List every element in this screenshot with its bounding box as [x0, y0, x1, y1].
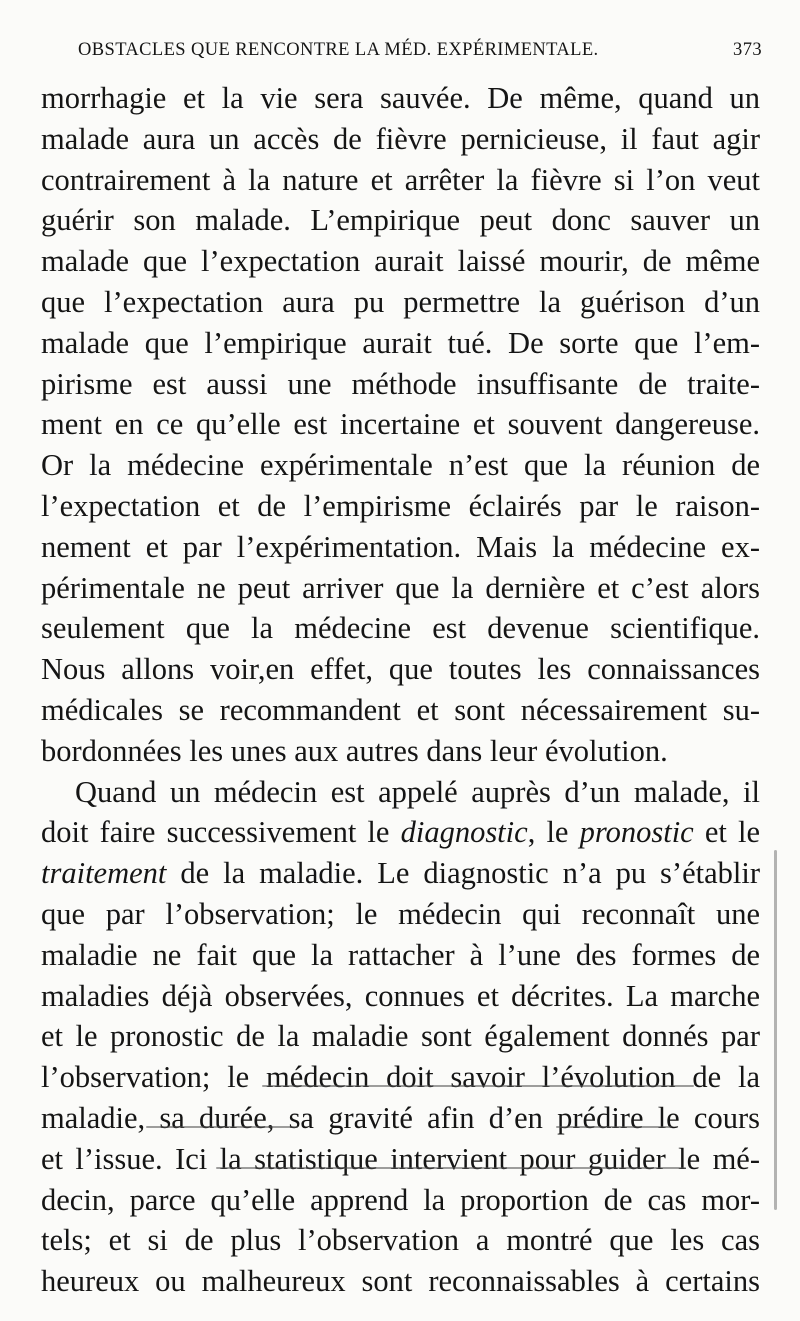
running-head [78, 40, 762, 68]
text-run: de la maladie. Le diagnostic n’a pu s’établir [166, 856, 760, 891]
text-line [41, 608, 760, 649]
pencil-underline [262, 1085, 694, 1087]
text-line [41, 404, 760, 445]
text-line [41, 1220, 760, 1261]
pencil-underline [146, 1126, 298, 1128]
text-line [41, 1057, 760, 1098]
text-run: heureux ou malheureux sont reconnaissables à certains [41, 1264, 760, 1299]
text-run: guérir son malade. L’empirique peut donc sauver un [41, 203, 760, 238]
text-run: Nous allons voir,en effet, que toutes les connaissances [41, 652, 760, 687]
text-line [41, 527, 760, 568]
text-line [41, 1139, 760, 1180]
text-run: que l’expectation aura pu permettre la guérison d’un [41, 284, 760, 319]
text-run: bordonnées les unes aux autres dans leur évolution. [41, 733, 668, 768]
text-run: maladie ne fait que la rattacher à l’une des formes de [41, 937, 760, 972]
text-line [41, 1261, 760, 1302]
text-run: maladie, sa durée, sa gravité afin d’en prédire le cours [41, 1100, 760, 1135]
text-run: , le [527, 815, 580, 850]
text-line [41, 1016, 760, 1057]
text-run: Or la médecine expérimentale n’est que la réunion de [41, 448, 760, 483]
text-run: et l’issue. Ici la statistique intervient pour guider le mé- [41, 1141, 760, 1176]
text-line [41, 78, 760, 119]
text-run: médicales se recommandent et sont nécessairement su- [41, 692, 760, 727]
text-run: que par l’observation; le médecin qui reconnaît une [41, 896, 760, 931]
running-head-title: OBSTACLES QUE RENCONTRE LA MÉD. EXPÉRIMENTALE. [78, 40, 599, 60]
text-line [41, 119, 760, 160]
text-line [41, 976, 760, 1017]
text-line [41, 323, 760, 364]
text-line [41, 731, 760, 772]
text-run: et le [693, 815, 760, 850]
italic-term: traitement [41, 856, 167, 891]
text-run: ment en ce qu’elle est incertaine et souvent dangereuse. [41, 407, 760, 442]
text-run: nement et par l’expérimentation. Mais la médecine ex- [41, 529, 760, 564]
text-run: malade que l’empirique aurait tué. De sorte que l’em- [41, 325, 760, 360]
text-line [41, 1098, 760, 1139]
text-run: seulement que la médecine est devenue scientifique. [41, 611, 760, 646]
text-line [41, 894, 760, 935]
text-run: contrairement à la nature et arrêter la fièvre si l’on veut [41, 162, 760, 197]
text-run: doit faire successivement le [41, 815, 401, 850]
text-run: périmentale ne peut arriver que la dernière et c’est alors [41, 570, 760, 605]
text-line [41, 772, 760, 813]
text-line [41, 853, 760, 894]
text-run: tels; et si de plus l’observation a montré que les cas [41, 1223, 760, 1258]
text-run: malade que l’expectation aurait laissé mourir, de même [41, 244, 760, 279]
text-run: Quand un médecin est appelé auprès d’un malade, il [75, 774, 760, 809]
text-line [41, 364, 760, 405]
margin-mark [774, 850, 777, 1210]
text-run: l’observation; le médecin doit savoir l’évolution de la [41, 1060, 760, 1095]
text-line [41, 282, 760, 323]
text-line [41, 200, 760, 241]
italic-term: diagnostic [400, 815, 528, 850]
text-run: maladies déjà observées, connues et décrites. La marche [41, 978, 760, 1013]
pencil-underline [216, 1167, 686, 1169]
text-line [41, 649, 760, 690]
text-line [41, 568, 760, 609]
body-text [41, 78, 760, 1302]
text-line [41, 241, 760, 282]
text-line [41, 935, 760, 976]
text-run: et le pronostic de la maladie sont également donnés par [41, 1019, 760, 1054]
text-run: pirisme est aussi une méthode insuffisante de traite- [41, 366, 760, 401]
text-line [41, 486, 760, 527]
text-run: l’expectation et de l’empirisme éclairés par le raison- [41, 488, 760, 523]
text-line [41, 812, 760, 853]
page-number: 373 [733, 40, 762, 60]
italic-term: pronostic [579, 815, 694, 850]
text-line [41, 1180, 760, 1221]
text-run: decin, parce qu’elle apprend la proportion de cas mor- [41, 1182, 760, 1217]
pencil-underline [556, 1126, 672, 1128]
text-line [41, 445, 760, 486]
text-run: malade aura un accès de fièvre pernicieuse, il faut agir [41, 121, 760, 156]
text-run: morrhagie et la vie sera sauvée. De même, quand un [41, 81, 760, 115]
text-line [41, 690, 760, 731]
text-line [41, 160, 760, 201]
